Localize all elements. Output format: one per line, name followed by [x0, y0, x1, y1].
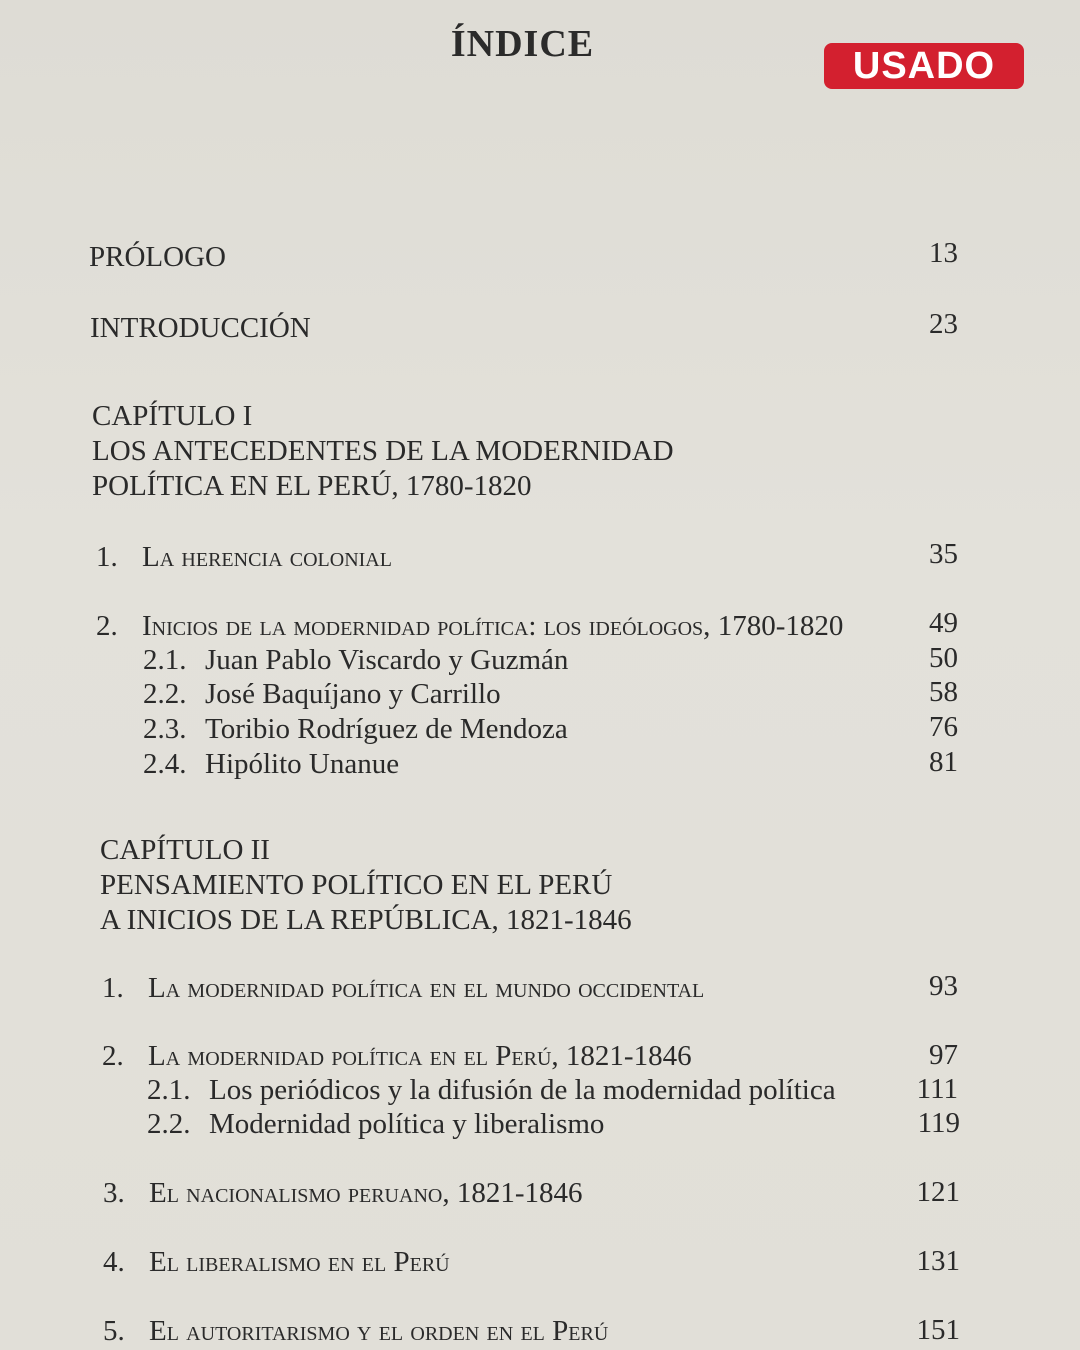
toc-entry	[96, 540, 392, 574]
toc-page-number: 131	[916, 1245, 960, 1277]
chapter-2-heading	[100, 833, 632, 938]
toc-entry-dates: 1780-1820	[717, 610, 844, 642]
toc-subentry	[147, 1073, 836, 1107]
toc-entry-number: 5.	[103, 1315, 125, 1347]
toc-entry-number: 4.	[103, 1246, 125, 1278]
toc-entry	[102, 971, 704, 1005]
toc-subentry-number: 2.2.	[143, 678, 187, 710]
toc-subentry-title: Hipólito Unanue	[205, 748, 400, 780]
toc-subentry	[143, 677, 501, 711]
toc-entry	[102, 1039, 692, 1073]
toc-entry-dates: 1821-1846	[565, 1040, 692, 1072]
toc-entry-title: El autoritarismo y el orden en el Perú	[149, 1315, 609, 1347]
toc-subentry-number: 2.1.	[147, 1074, 191, 1106]
toc-subentry-title: Modernidad política y liberalismo	[209, 1108, 605, 1140]
chapter-title-line: A INICIOS DE LA REPÚBLICA, 1821-1846	[100, 904, 632, 936]
toc-subentry-number: 2.4.	[143, 748, 187, 780]
toc-page-number: 13	[929, 237, 958, 269]
toc-entry	[103, 1314, 608, 1348]
toc-entry-title: La modernidad política en el Perú,	[148, 1040, 559, 1072]
toc-entry-title: El liberalismo en el Perú	[149, 1246, 450, 1278]
toc-page-number: 50	[929, 642, 958, 674]
toc-entry-introduccion	[90, 311, 311, 345]
toc-entry	[96, 609, 843, 643]
toc-subentry-number: 2.1.	[143, 644, 187, 676]
chapter-1-heading	[92, 399, 674, 504]
used-badge: USADO	[824, 43, 1024, 89]
toc-page-number: 93	[929, 970, 958, 1002]
toc-entry-title: La modernidad política en el mundo occidental	[148, 972, 705, 1004]
toc-page-number: 111	[916, 1073, 958, 1105]
toc-page-number: 35	[929, 538, 958, 570]
toc-entry-number: 3.	[103, 1177, 125, 1209]
toc-subentry-title: José Baquíjano y Carrillo	[205, 678, 501, 710]
toc-entry-label: PRÓLOGO	[89, 241, 226, 273]
chapter-title-line: LOS ANTECEDENTES DE LA MODERNIDAD	[92, 435, 674, 467]
chapter-label: CAPÍTULO I	[92, 400, 253, 432]
toc-page-number: 119	[917, 1107, 960, 1139]
toc-page-number: 97	[929, 1039, 958, 1071]
toc-subentry-title: Juan Pablo Viscardo y Guzmán	[205, 644, 569, 676]
toc-entry-prologo	[89, 240, 226, 274]
toc-entry-title: El nacionalismo peruano,	[149, 1177, 450, 1209]
toc-entry	[103, 1176, 583, 1210]
toc-subentry-number: 2.3.	[143, 713, 187, 745]
chapter-title-line: POLÍTICA EN EL PERÚ, 1780-1820	[92, 470, 532, 502]
toc-page-number: 81	[929, 746, 958, 778]
toc-subentry	[143, 712, 568, 746]
toc-subentry	[147, 1107, 604, 1141]
toc-entry-number: 1.	[102, 972, 124, 1004]
toc-entry-number: 1.	[96, 541, 118, 573]
toc-page-number: 151	[916, 1314, 960, 1346]
toc-entry-title: La herencia colonial	[142, 541, 392, 573]
toc-entry-dates: 1821-1846	[456, 1177, 583, 1209]
toc-subentry	[143, 747, 399, 781]
toc-subentry	[143, 643, 568, 677]
toc-page-number: 121	[916, 1176, 960, 1208]
toc-page-number: 49	[929, 607, 958, 639]
chapter-label: CAPÍTULO II	[100, 834, 270, 866]
toc-entry-number: 2.	[102, 1040, 124, 1072]
toc-subentry-number: 2.2.	[147, 1108, 191, 1140]
toc-entry-title: Inicios de la modernidad política: los ideólogos,	[142, 610, 711, 642]
toc-entry-number: 2.	[96, 610, 118, 642]
toc-subentry-title: Los periódicos y la difusión de la modernidad política	[209, 1074, 836, 1106]
page-title: ÍNDICE	[450, 23, 595, 65]
toc-page-number: 23	[929, 308, 958, 340]
toc-page-number: 58	[929, 676, 958, 708]
chapter-title-line: PENSAMIENTO POLÍTICO EN EL PERÚ	[100, 869, 613, 901]
toc-entry-label: INTRODUCCIÓN	[90, 312, 311, 344]
toc-entry	[103, 1245, 450, 1279]
toc-page-number: 76	[929, 711, 958, 743]
toc-subentry-title: Toribio Rodríguez de Mendoza	[205, 713, 568, 745]
